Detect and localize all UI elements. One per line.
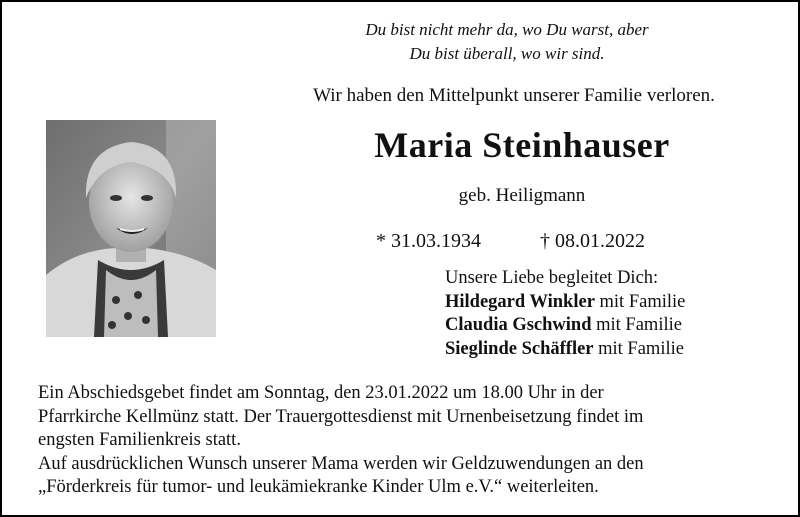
mourner-suffix: mit Familie xyxy=(593,338,684,359)
mourner-suffix: mit Familie xyxy=(594,291,686,312)
maiden-name: geb. Heiligmann xyxy=(458,185,586,206)
notice-line: Pfarrkirche Kellmünz statt. Der Trauergottesdienst mit Urnenbeisetzung findet im xyxy=(38,406,644,427)
notice-text xyxy=(38,382,778,500)
intro-text: Wir haben den Mittelpunkt unserer Familie verloren. xyxy=(313,85,715,106)
mourner-name: Sieglinde Schäffler xyxy=(445,338,594,359)
portrait-photo xyxy=(46,120,216,337)
deceased-name: Maria Steinhauser xyxy=(374,125,670,165)
mourners-heading: Unsere Liebe begleitet Dich: xyxy=(445,268,659,288)
mourner-row xyxy=(445,291,685,315)
mourner-name: Hildegard Winkler xyxy=(445,291,595,312)
notice-line: Auf ausdrücklichen Wunsch unserer Mama werden wir Geldzuwendungen an den xyxy=(38,453,644,474)
birth-date: * 31.03.1934 xyxy=(376,230,481,252)
portrait-image xyxy=(46,120,216,337)
mourner-row xyxy=(445,338,685,362)
notice-line: Ein Abschiedsgebet findet am Sonntag, den 23.01.2022 um 18.00 Uhr in der xyxy=(38,383,604,403)
mourner-name: Claudia Gschwind xyxy=(445,315,592,335)
poem-line-2: Du bist überall, wo wir sind. xyxy=(409,44,605,63)
mourner-suffix: mit Familie xyxy=(591,315,682,335)
mourner-row xyxy=(445,314,685,338)
death-date: † 08.01.2022 xyxy=(540,230,645,252)
notice-line: „Förderkreis für tumor- und leukämiekranke Kinder Ulm e.V.“ weiterleiten. xyxy=(38,477,599,498)
mourners-list xyxy=(445,267,685,361)
poem-line-1: Du bist nicht mehr da, wo Du warst, aber xyxy=(365,20,649,39)
notice-line: engsten Familienkreis statt. xyxy=(38,430,241,451)
